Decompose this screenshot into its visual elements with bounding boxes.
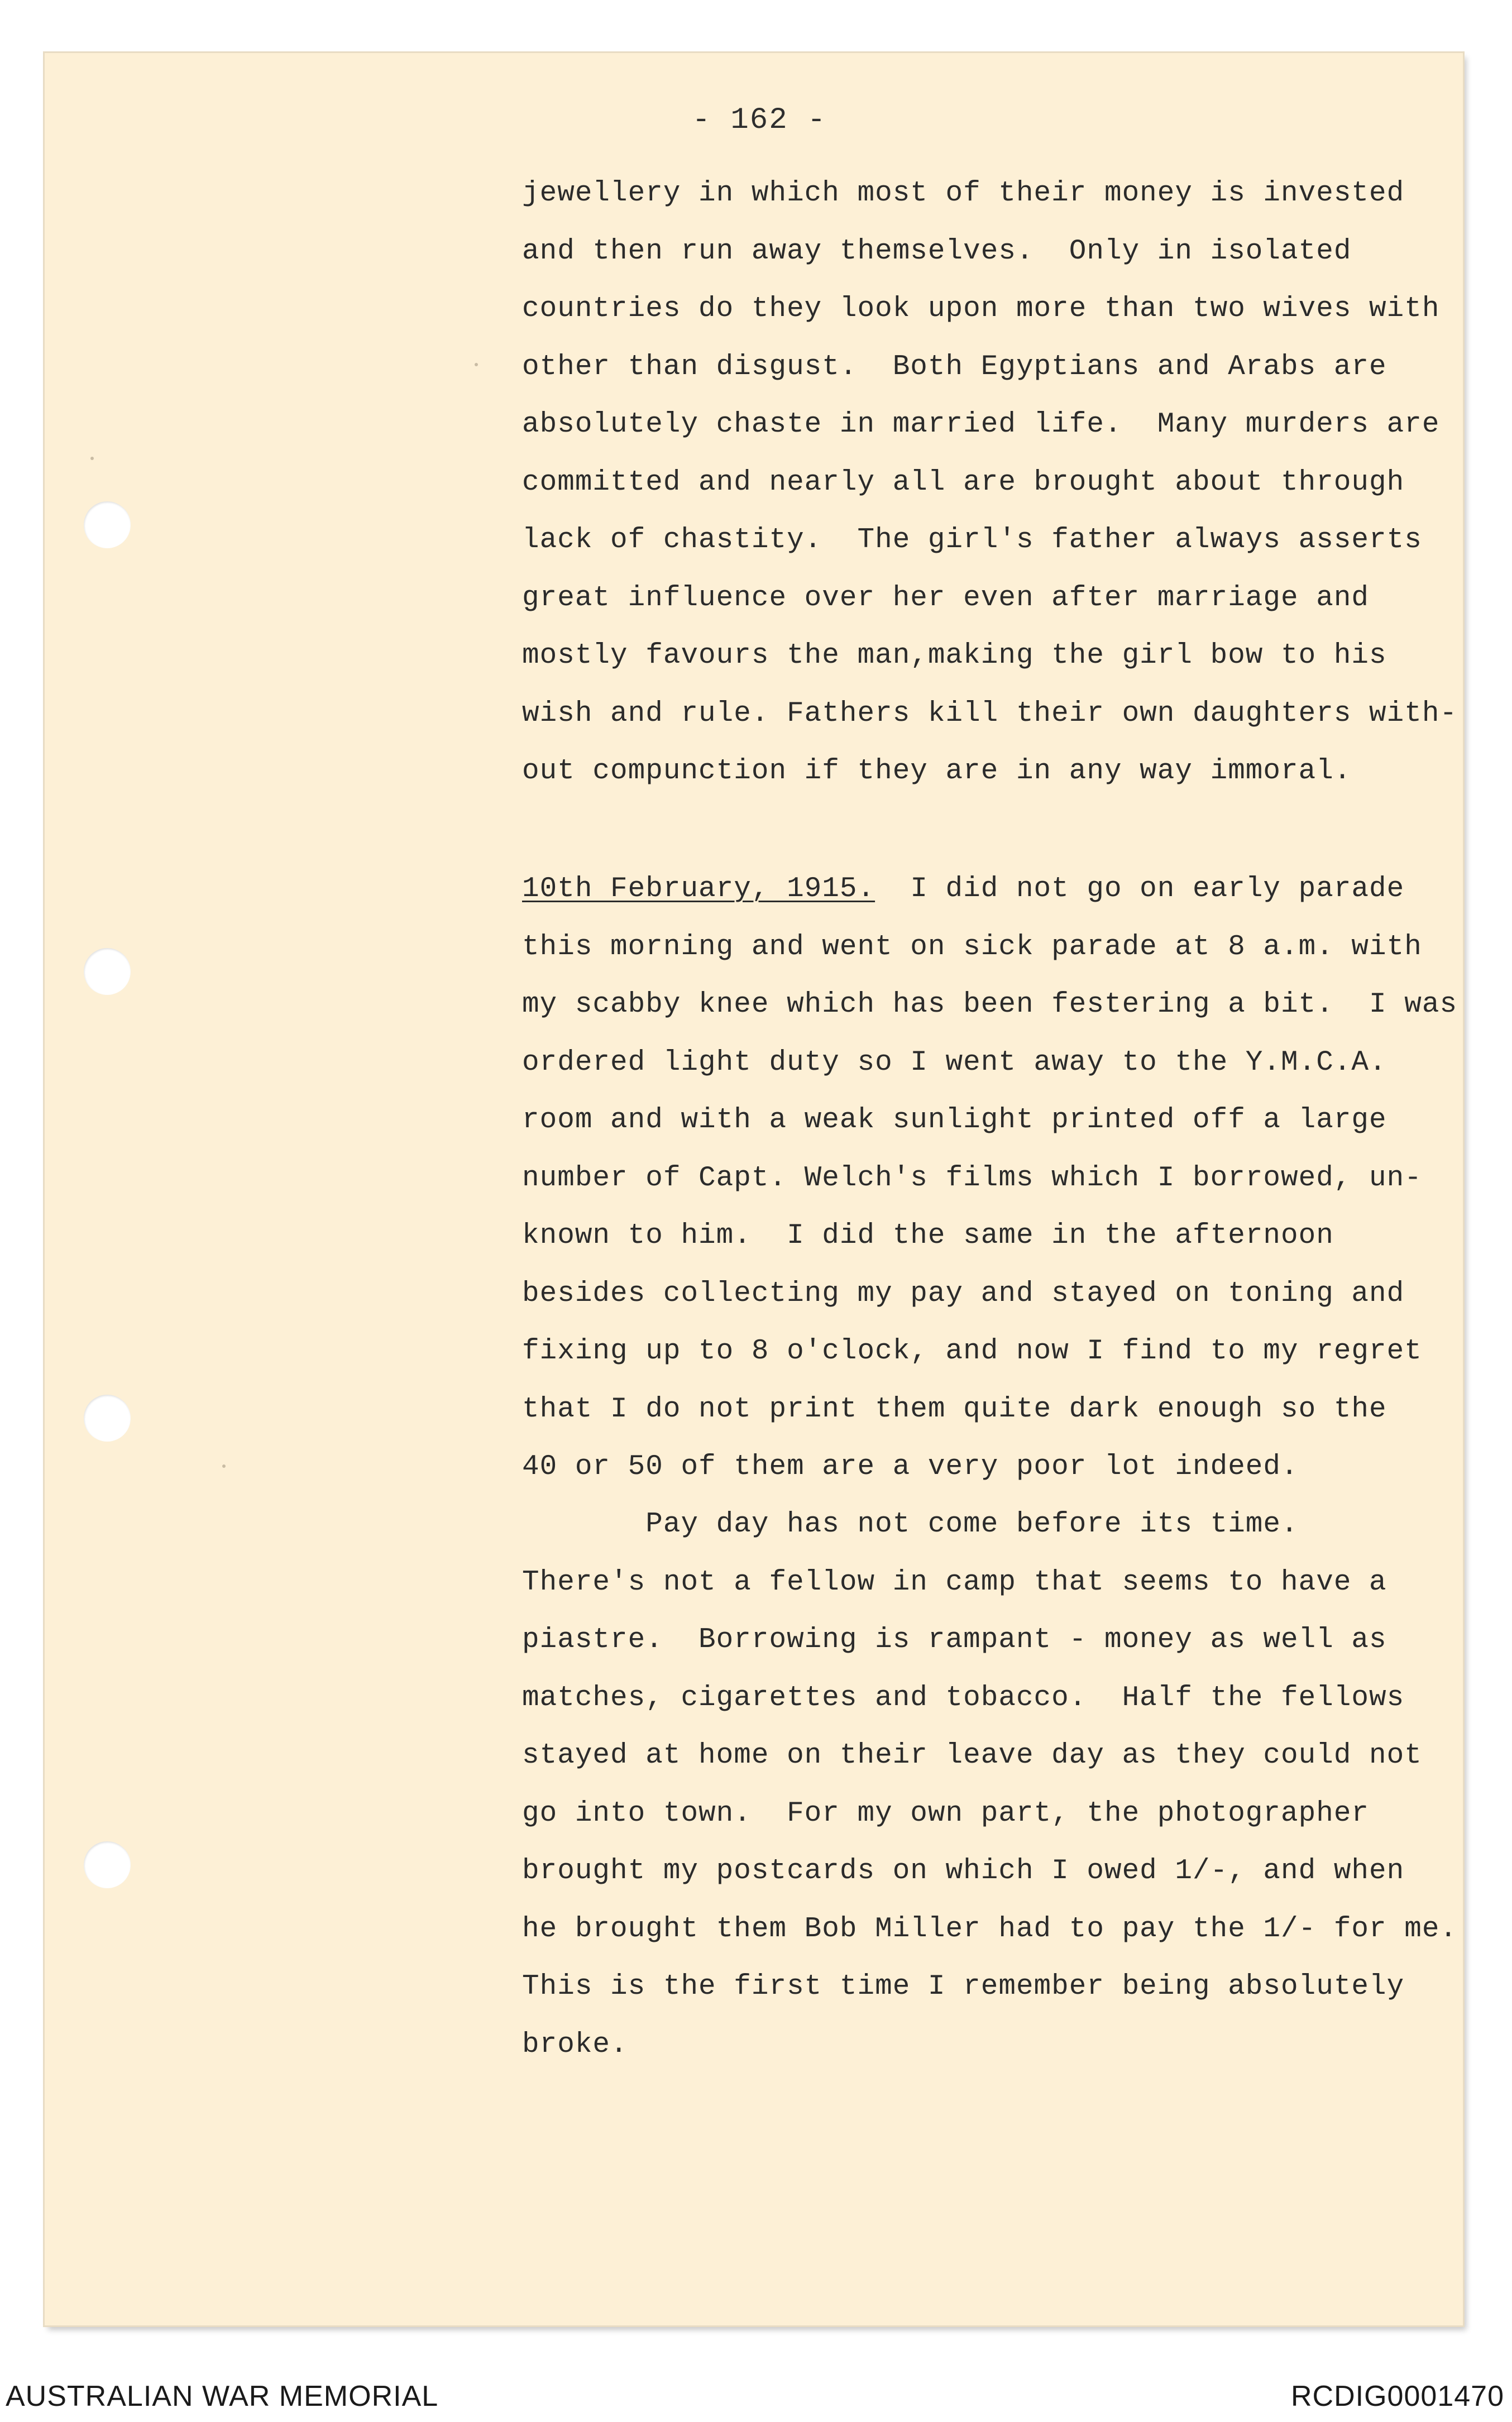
- text-line: mostly favours the man,making the girl bow to his: [522, 640, 1387, 672]
- text-line: This is the first time I remember being absolutely: [522, 1971, 1405, 2003]
- text-line: number of Capt. Welch's films which I borrowed, un-: [522, 1162, 1422, 1194]
- text-line: committed and nearly all are brought about through: [522, 466, 1405, 499]
- text-line: jewellery in which most of their money is invested: [522, 178, 1405, 209]
- text-line: known to him. I did the same in the afternoon: [522, 1220, 1334, 1252]
- text-line: besides collecting my pay and stayed on toning and: [522, 1277, 1405, 1310]
- paper-speck: [475, 363, 478, 366]
- text-line: that I do not print them quite dark enough so the: [522, 1393, 1387, 1425]
- text-line: this morning and went on sick parade at 8 a.m. with: [522, 931, 1422, 963]
- text-line: out compunction if they are in any way immoral.: [522, 755, 1352, 787]
- paper-speck: [90, 457, 94, 460]
- text-line: my scabby knee which has been festering a bit. I was: [522, 989, 1458, 1021]
- entry-first-line-text: I did not go on early parade: [875, 873, 1405, 905]
- archive-id: RCDIG0001470: [1291, 2380, 1504, 2413]
- text-line: room and with a weak sunlight printed off a large: [522, 1104, 1387, 1136]
- text-line: stayed at home on their leave day as they could not: [522, 1740, 1422, 1772]
- typed-page: [45, 53, 1463, 2325]
- entry-first-line: [522, 860, 1505, 918]
- text-line: lack of chastity. The girl's father always asserts: [522, 524, 1422, 556]
- text-line: and then run away themselves. Only in isolated: [522, 235, 1352, 267]
- paper-speck: [222, 1464, 226, 1468]
- text-line: absolutely chaste in married life. Many murders are: [522, 409, 1440, 441]
- paragraph-pay-day: [522, 1496, 1505, 2074]
- text-line: great influence over her even after marriage and: [522, 582, 1370, 614]
- text-line: other than disgust. Both Egyptians and Arabs are: [522, 351, 1387, 383]
- text-line: piastre. Borrowing is rampant - money as well as: [522, 1624, 1387, 1656]
- paragraph-continuation: [522, 165, 1505, 801]
- punch-hole: [84, 1841, 131, 1888]
- text-line: ordered light duty so I went away to the Y.M.C.A.: [522, 1046, 1387, 1079]
- punch-hole: [84, 501, 131, 548]
- entry-date: 10th February, 1915.: [522, 873, 875, 905]
- diary-entry: [522, 860, 1505, 1496]
- text-line: go into town. For my own part, the photographer: [522, 1797, 1370, 1830]
- text-line: fixing up to 8 o'clock, and now I find to my regret: [522, 1336, 1422, 1367]
- text-line: countries do they look upon more than two wives with: [522, 293, 1440, 325]
- text-line: Pay day has not come before its time.: [522, 1509, 1299, 1540]
- text-line: broke.: [522, 2028, 628, 2061]
- page-number: - 162 -: [692, 103, 827, 137]
- text-line: brought my postcards on which I owed 1/-, and when: [522, 1855, 1405, 1887]
- archive-credit: AUSTRALIAN WAR MEMORIAL: [6, 2380, 439, 2413]
- text-line: matches, cigarettes and tobacco. Half the fellows: [522, 1682, 1405, 1714]
- punch-hole: [84, 948, 131, 995]
- text-line: 40 or 50 of them are a very poor lot indeed.: [522, 1451, 1299, 1483]
- text-line: he brought them Bob Miller had to pay the 1/- for me.: [522, 1913, 1458, 1945]
- punch-hole: [84, 1395, 131, 1442]
- text-line: wish and rule. Fathers kill their own daughters with-: [522, 697, 1458, 730]
- text-line: There's not a fellow in camp that seems to have a: [522, 1566, 1387, 1598]
